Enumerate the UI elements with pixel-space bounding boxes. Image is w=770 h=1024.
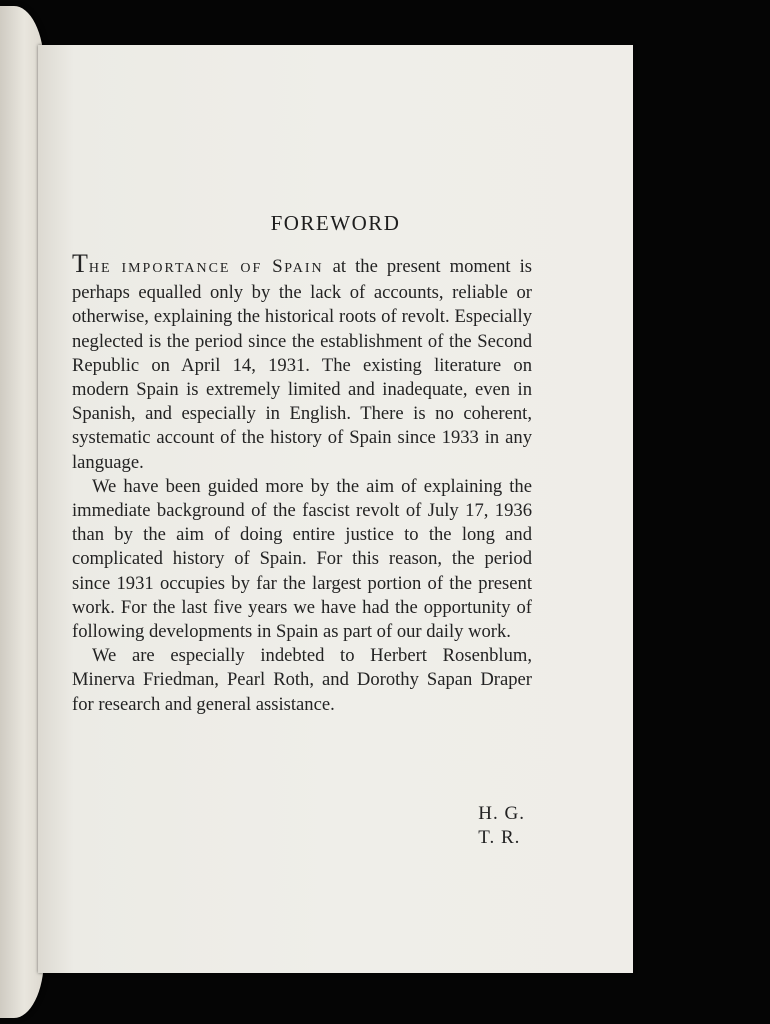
paragraph-3: We are especially indebted to Herbert Rosenblum, Minerva Friedman, Pearl Roth, and Dorothy Sapan Draper for research and general assistance. <box>72 645 532 715</box>
signature-line-2: T. R. <box>478 827 521 848</box>
author-initials <box>478 802 525 850</box>
signature-line-1: H. G. <box>478 803 525 824</box>
lead-smallcaps-capital: S <box>272 256 285 277</box>
lead-smallcaps-end: PAIN <box>284 261 324 276</box>
page-title: FOREWORD <box>270 211 401 235</box>
foreword-body <box>72 249 532 717</box>
book-page <box>38 45 633 973</box>
paragraph-2: We have been guided more by the aim of explaining the immediate background of the fascist revolt of July 17, 1936 than by the aim of doing entire justice to the long and complicated history of Spain. For this reason, the period since 1931 occupies by far the largest portion of the present work. For the last five years we have had the opportunity of following developments in Spain as part of our daily work. <box>72 475 532 643</box>
paragraph-1-text: at the present moment is perhaps equalled only by the lack of accounts, reliable or otherwise, explaining the historical roots of revolt. Especially neglected is the period since the establishment of the Second Republic on April 14, 1931. The existing literature on modern Spain is extremely limited and inadequate, even in Spanish, and especially in English. There is no coherent, systematic account of the history of Spain since 1933 in any language. <box>72 256 532 473</box>
lead-initial: T <box>72 249 89 278</box>
lead-smallcaps: HE IMPORTANCE OF <box>88 261 273 276</box>
paragraph-1 <box>72 249 532 475</box>
